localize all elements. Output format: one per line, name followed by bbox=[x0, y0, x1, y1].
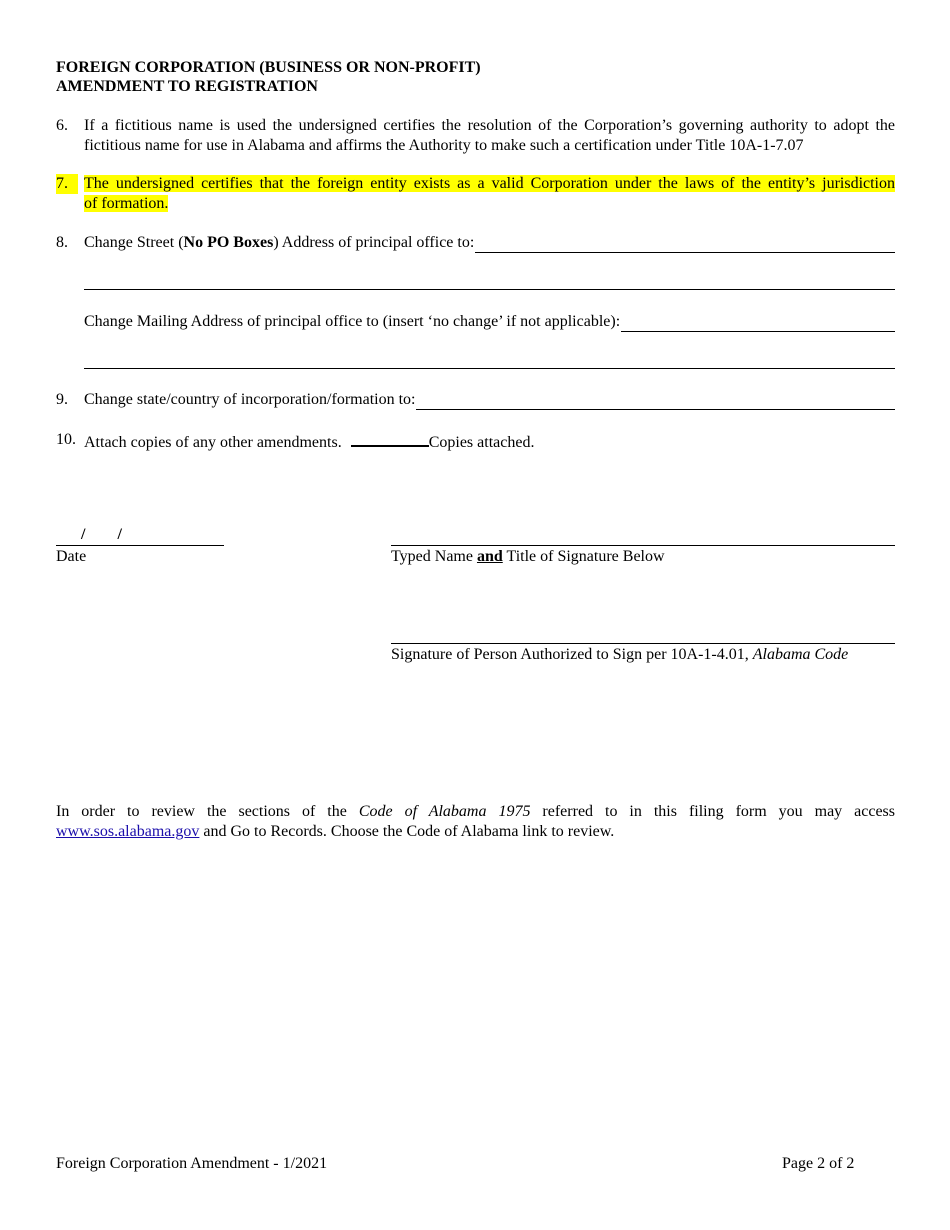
item-7-number: 7. bbox=[56, 174, 78, 194]
note-middle: referred to in this filing form you may access bbox=[530, 803, 896, 820]
copies-attached-field[interactable] bbox=[351, 430, 429, 447]
typed-name-and: and bbox=[476, 548, 503, 565]
item-7 bbox=[56, 174, 895, 214]
item-6 bbox=[56, 116, 895, 156]
item-8-street-row bbox=[84, 233, 895, 253]
item-10 bbox=[56, 430, 895, 453]
item-9-number: 9. bbox=[56, 391, 68, 408]
item-9 bbox=[56, 390, 895, 410]
form-title-line2: AMENDMENT TO REGISTRATION bbox=[56, 78, 318, 95]
form-title bbox=[56, 58, 481, 96]
sos-website-link[interactable]: www.sos.alabama.gov bbox=[56, 823, 200, 840]
signature-field[interactable] bbox=[391, 643, 895, 644]
code-reference-note bbox=[56, 802, 895, 842]
mailing-address-label: Change Mailing Address of principal office to (insert ‘no change’ if not applicable): bbox=[84, 313, 621, 330]
item-8-prefix: Change Street ( bbox=[84, 234, 184, 251]
typed-name-prefix: Typed Name bbox=[391, 548, 477, 565]
item-8-number: 8. bbox=[56, 234, 68, 251]
item-8 bbox=[56, 233, 895, 253]
item-10-suffix: Copies attached. bbox=[428, 434, 535, 451]
street-address-field-line2[interactable] bbox=[84, 289, 895, 290]
item-7-text-line2: of formation. bbox=[84, 195, 169, 212]
street-address-field[interactable] bbox=[475, 235, 895, 253]
item-10-number: 10. bbox=[56, 431, 76, 448]
mailing-address-row bbox=[84, 312, 895, 332]
state-country-field[interactable] bbox=[416, 392, 895, 410]
footer-form-id: Foreign Corporation Amendment - 1/2021 bbox=[56, 1155, 328, 1172]
signature-label bbox=[391, 645, 848, 665]
note-suffix: and Go to Records. Choose the Code of Alabama link to review. bbox=[199, 823, 615, 840]
typed-name-field[interactable] bbox=[391, 545, 895, 546]
note-prefix: In order to review the sections of the bbox=[56, 803, 359, 820]
date-slashes: / / bbox=[81, 526, 122, 543]
mailing-address-field[interactable] bbox=[621, 314, 895, 332]
signature-label-prefix: Signature of Person Authorized to Sign per 10A-1-4.01, bbox=[391, 646, 753, 663]
form-title-line1: FOREIGN CORPORATION (BUSINESS OR NON-PROFIT) bbox=[56, 59, 481, 76]
signature-label-italic: Alabama Code bbox=[752, 646, 849, 663]
item-10-label: Attach copies of any other amendments. bbox=[84, 434, 342, 451]
item-6-text: If a fictitious name is used the undersigned certifies the resolution of the Corporation’s governing authority to adopt the fictitious name for use in Alabama and affirms the Authority to make such a certification under Title 10A-1-7.07 bbox=[84, 117, 895, 154]
date-field[interactable] bbox=[56, 527, 224, 546]
item-7-text-line1: The undersigned certifies that the foreign entity exists as a valid Corporation under the laws of the entity’s jurisdiction bbox=[84, 175, 895, 192]
item-8-suffix: ) Address of principal office to: bbox=[273, 234, 475, 251]
item-6-number: 6. bbox=[56, 117, 68, 134]
item-7-text bbox=[84, 174, 895, 214]
date-label: Date bbox=[56, 548, 87, 565]
footer-page-number: Page 2 of 2 bbox=[782, 1155, 855, 1172]
item-9-label: Change state/country of incorporation/formation to: bbox=[84, 391, 416, 408]
item-8-street-label bbox=[84, 233, 474, 253]
mailing-address-field-line2[interactable] bbox=[84, 368, 895, 369]
typed-name-label bbox=[391, 547, 665, 567]
typed-name-suffix: Title of Signature Below bbox=[502, 548, 665, 565]
item-8-bold: No PO Boxes bbox=[183, 234, 274, 251]
note-code-title: Code of Alabama 1975 bbox=[358, 803, 531, 820]
